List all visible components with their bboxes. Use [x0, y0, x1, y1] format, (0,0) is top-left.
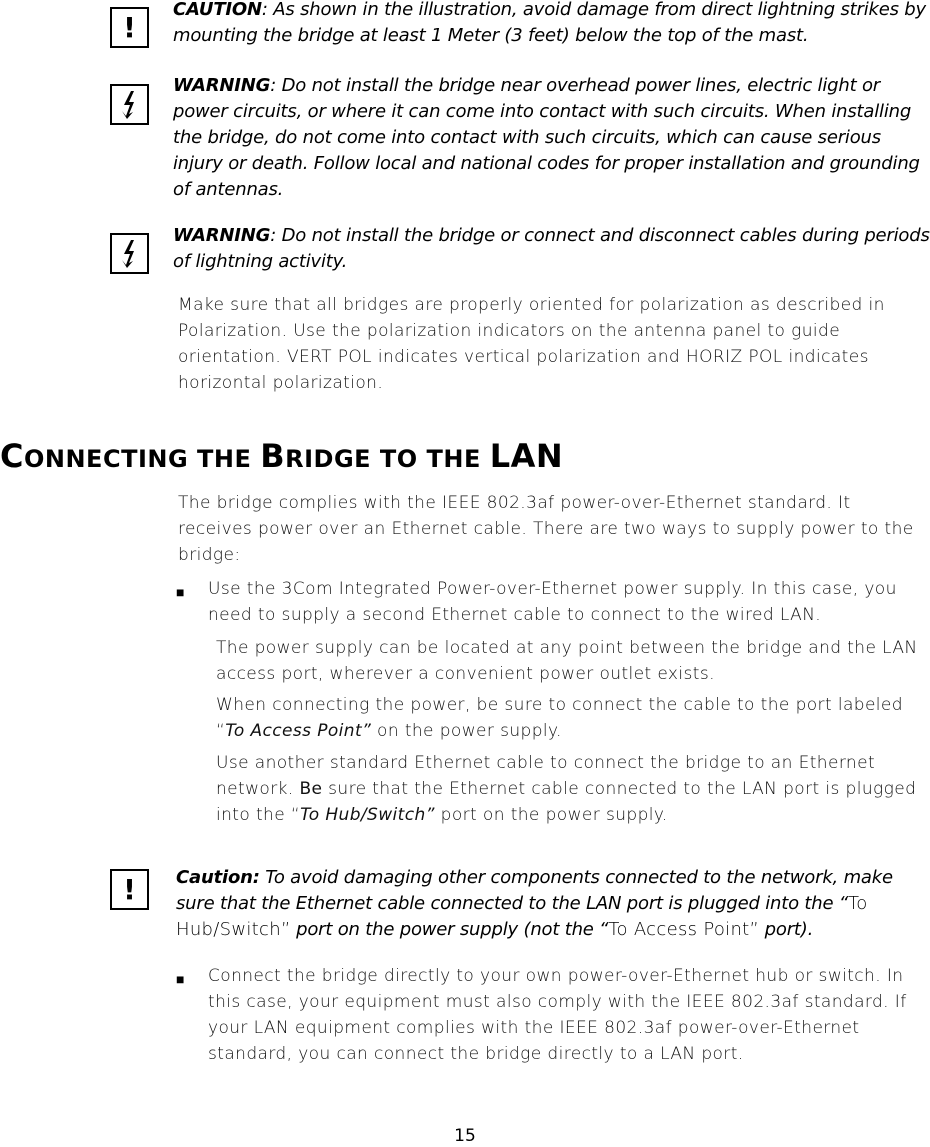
caution-text: To avoid damaging other components connected to the network, make sure that the Ethernet cable connected to the LAN port is plugged into the “ [176, 867, 893, 914]
caution-text: : As shown in the illustration, avoid damage from direct lightning strikes by mounting the bridge at least 1 Meter (3 feet) below the top of the mast. [173, 0, 926, 46]
caution-text: port on the power supply (not the “ [290, 919, 609, 940]
warning-label: WARNING [173, 225, 271, 246]
warning-text: : Do not install the bridge near overhead power lines, electric light or power circuits, or where it can come into contact with such circuits. When installing the bridge, do not come into contact with such circuits, which can cause serious injury or death. Follow local and national codes for proper installation and grounding of antennas. [173, 75, 920, 200]
sub-text: When connecting the power, be sure to connect the cable to the port labeled “ [216, 695, 903, 741]
sub-paragraph [216, 692, 930, 744]
sub-text: on the power supply. [371, 721, 562, 741]
sub-text: Use another standard Ethernet cable to connect the bridge to an Ethernet network. [216, 753, 876, 799]
exclamation-icon: ! [110, 7, 149, 48]
exclamation-icon: ! [110, 869, 149, 910]
caution-notice [176, 865, 926, 943]
sub-text: port on the power supply. [434, 805, 668, 825]
port-label: To Hub/Switch” [300, 805, 435, 825]
sub-paragraph [216, 750, 926, 828]
sub-text: Be [299, 779, 323, 799]
caution-notice [173, 0, 930, 49]
lightning-icon [110, 84, 149, 125]
intro-paragraph: The bridge complies with the IEEE 802.3af power-over-Ethernet standard. It receives power over an Ethernet cable. There are two ways to supply power to the bridge: [178, 493, 914, 565]
caution-text: port). [759, 919, 814, 940]
section-heading: CONNECTING THE BRIDGE TO THE LAN [0, 437, 564, 475]
port-label: To Access Point” [225, 721, 372, 741]
warning-notice [173, 73, 930, 203]
list-item: Connect the bridge directly to your own power-over-Ethernet hub or switch. In this case, your equipment must also comply with the IEEE 802.3af standard. If your LAN equipment complies with the IEEE 802.3af power-over-Ethernet standard, you can connect the bridge directly to a LAN port. [208, 966, 907, 1064]
caution-label: Caution: [176, 867, 260, 888]
bullet-icon: ■ [176, 584, 185, 600]
sub-paragraph: The power supply can be located at any point between the bridge and the LAN access port, wherever a convenient power outlet exists. [216, 638, 918, 684]
list-item: Use the 3Com Integrated Power-over-Ethernet power supply. In this case, you need to supply a second Ethernet cable to connect to the wired LAN. [208, 579, 897, 625]
bullet-icon: ■ [176, 971, 185, 987]
lightning-icon [110, 233, 149, 274]
page-number: 15 [454, 1126, 476, 1146]
warning-label: WARNING [173, 75, 271, 96]
sub-text: sure that the Ethernet cable connected to the LAN port is plugged into the “ [216, 779, 917, 825]
warning-text: : Do not install the bridge or connect and disconnect cables during periods of lightning activity. [173, 225, 930, 272]
warning-notice [173, 223, 930, 275]
polarization-paragraph: Make sure that all bridges are properly oriented for polarization as described in Polarization. Use the polarization indicators on the antenna panel to guide orientation. VERT POL indicates vertical polarization and HORIZ POL indicates horizontal polarization. [178, 295, 885, 393]
caution-label: CAUTION [173, 0, 262, 20]
port-label: To Hub/Switch” [176, 893, 868, 940]
port-label: To Access Point” [608, 919, 760, 940]
